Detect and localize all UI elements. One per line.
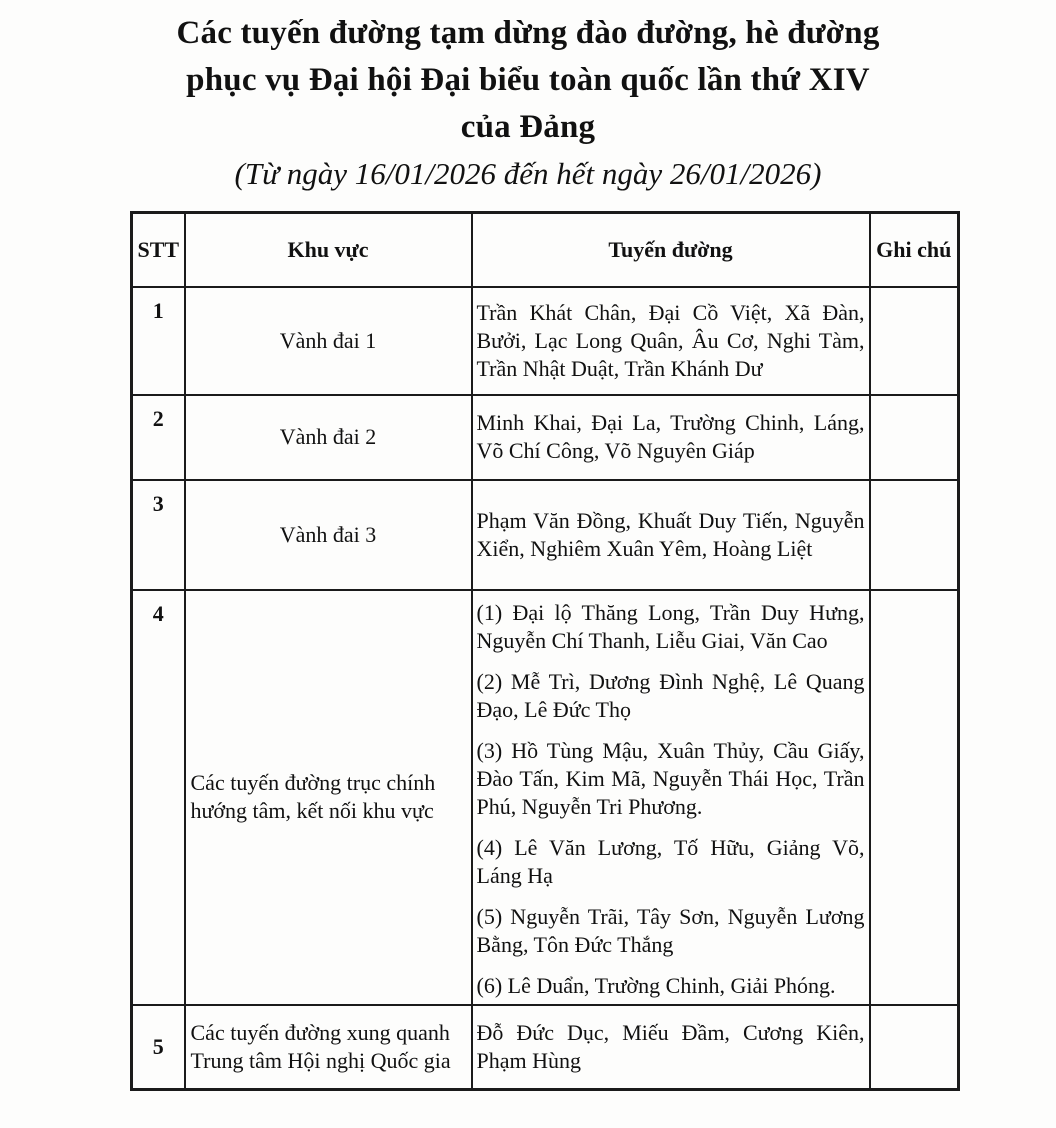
table-container (0, 197, 1056, 1091)
stt-cell: 4 (132, 590, 185, 1005)
route-paragraph: (4) Lê Văn Lương, Tố Hữu, Giảng Võ, Láng Hạ (476, 834, 865, 888)
route-paragraph: (1) Đại lộ Thăng Long, Trần Duy Hưng, Nguyễn Chí Thanh, Liễu Giai, Văn Cao (476, 599, 865, 653)
header-ghi-chu: Ghi chú (870, 213, 959, 287)
table-row (132, 1005, 959, 1090)
tuyen-duong-cell (472, 1005, 870, 1090)
title-block (0, 0, 1056, 197)
ghi-chu-cell (870, 395, 959, 480)
tuyen-duong-cell (472, 480, 870, 590)
route-paragraph: Đỗ Đức Dục, Miếu Đầm, Cương Kiên, Phạm Hùng (476, 1019, 865, 1073)
route-paragraph: Trần Khát Chân, Đại Cồ Việt, Xã Đàn, Bưởi, Lạc Long Quân, Âu Cơ, Nghi Tàm, Trần Nhật Duật, Trần Khánh Dư (476, 299, 865, 381)
ghi-chu-cell (870, 1005, 959, 1090)
route-paragraph: (6) Lê Duẩn, Trường Chinh, Giải Phóng. (476, 972, 836, 998)
stt-cell: 2 (132, 395, 185, 480)
khu-vuc-cell: Các tuyến đường trục chính hướng tâm, kết nối khu vực (185, 590, 472, 1005)
document-title-line-1: Các tuyến đường tạm dừng đào đường, hè đường (176, 15, 880, 51)
tuyen-duong-cell (472, 287, 870, 395)
khu-vuc-cell: Các tuyến đường xung quanh Trung tâm Hội nghị Quốc gia (185, 1005, 472, 1090)
table-row (132, 590, 959, 1005)
tuyen-duong-cell (472, 590, 870, 1005)
header-khu-vuc: Khu vực (185, 213, 472, 287)
routes-table (130, 211, 960, 1091)
tuyen-duong-cell (472, 395, 870, 480)
route-paragraph: (3) Hồ Tùng Mậu, Xuân Thủy, Cầu Giấy, Đào Tấn, Kim Mã, Nguyễn Thái Học, Trần Phú, Nguyễn Tri Phương. (476, 737, 865, 819)
table-row (132, 287, 959, 395)
khu-vuc-cell: Vành đai 2 (185, 395, 472, 480)
route-paragraph: Phạm Văn Đồng, Khuất Duy Tiến, Nguyễn Xiển, Nghiêm Xuân Yêm, Hoàng Liệt (476, 507, 865, 561)
route-paragraph: Minh Khai, Đại La, Trường Chinh, Láng, Võ Chí Công, Võ Nguyên Giáp (476, 410, 865, 463)
stt-cell: 3 (132, 480, 185, 590)
header-stt: STT (132, 213, 185, 287)
route-paragraph: (2) Mễ Trì, Dương Đình Nghệ, Lê Quang Đạo, Lê Đức Thọ (476, 668, 865, 722)
ghi-chu-cell (870, 287, 959, 395)
stt-cell: 5 (132, 1005, 185, 1090)
table-header-row (132, 213, 959, 287)
table-row (132, 480, 959, 590)
table-row (132, 395, 959, 480)
document-subtitle-date-range: (Từ ngày 16/01/2026 đến hết ngày 26/01/2026) (234, 156, 822, 191)
ghi-chu-cell (870, 590, 959, 1005)
khu-vuc-cell: Vành đai 1 (185, 287, 472, 395)
route-paragraph: (5) Nguyễn Trãi, Tây Sơn, Nguyễn Lương Bằng, Tôn Đức Thắng (476, 903, 865, 957)
khu-vuc-cell: Vành đai 3 (185, 480, 472, 590)
header-tuyen-duong: Tuyến đường (472, 213, 870, 287)
ghi-chu-cell (870, 480, 959, 590)
document-title-line-2: phục vụ Đại hội Đại biểu toàn quốc lần thứ XIV (186, 62, 870, 98)
stt-cell: 1 (132, 287, 185, 395)
document-title-line-3: của Đảng (460, 109, 596, 145)
